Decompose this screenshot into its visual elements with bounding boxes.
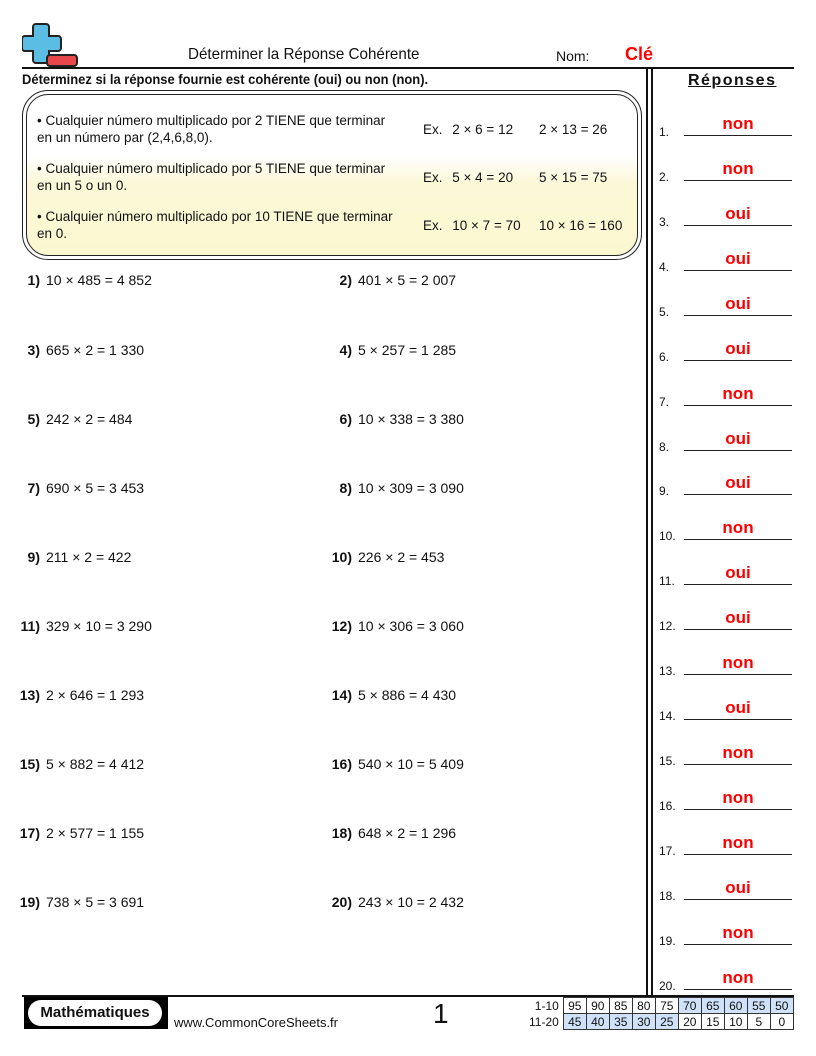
answer-value: oui — [725, 429, 751, 448]
problem-15 — [16, 756, 144, 772]
answer-number: 18. — [659, 889, 676, 903]
answer-value: non — [722, 518, 754, 537]
score-cell: 85 — [609, 998, 632, 1014]
header-divider — [22, 67, 794, 69]
answer-line — [684, 450, 792, 452]
answer-11 — [659, 564, 794, 588]
problem-17 — [16, 825, 144, 841]
example-2: 10 × 16 = 160 — [539, 218, 623, 233]
problem-number: 9) — [27, 549, 40, 565]
score-cell: 10 — [724, 1014, 747, 1030]
answer-7 — [659, 385, 794, 409]
problem-2 — [328, 272, 456, 288]
example-1: 2 × 6 = 12 — [452, 122, 514, 137]
rule-text: • Cualquier número multiplicado por 2 TIENE que terminar — [37, 113, 386, 128]
rule-text: • Cualquier número multiplicado por 10 TIENE que terminar — [37, 209, 393, 224]
problem-expression: 226 × 2 = 453 — [358, 549, 445, 565]
answer-number: 15. — [659, 754, 676, 768]
problem-number: 7) — [27, 480, 40, 496]
answer-number: 17. — [659, 844, 676, 858]
answer-12 — [659, 609, 794, 633]
score-cell: 5 — [747, 1014, 770, 1030]
problem-4 — [328, 342, 456, 358]
answer-value: non — [722, 833, 754, 852]
answer-16 — [659, 789, 794, 813]
answer-1 — [659, 115, 794, 139]
problem-expression: 2 × 577 = 1 155 — [46, 825, 145, 841]
answer-number: 3. — [659, 215, 670, 229]
page-title: Déterminer la Réponse Cohérente — [188, 46, 420, 63]
answer-line — [684, 944, 792, 946]
name-value: Clé — [625, 44, 654, 64]
answer-line — [684, 584, 792, 586]
answer-18 — [659, 879, 794, 903]
answer-line — [684, 315, 792, 317]
problem-3 — [16, 342, 144, 358]
problem-8 — [328, 480, 464, 496]
rule-text: en un número par (2,4,6,8,0). — [37, 130, 213, 145]
page-number: 1 — [433, 998, 449, 1029]
answer-number: 6. — [659, 350, 670, 364]
column-divider — [651, 68, 653, 995]
problem-number: 10) — [331, 549, 352, 565]
score-row-11-20 — [527, 1014, 793, 1030]
problem-expression: 648 × 2 = 1 296 — [358, 825, 457, 841]
answer-13 — [659, 654, 794, 678]
problem-expression: 211 × 2 = 422 — [46, 549, 132, 565]
instructions: Déterminez si la réponse fournie est cohérente (oui) ou non (non). — [22, 72, 429, 87]
answer-number: 20. — [659, 979, 676, 993]
score-table — [527, 997, 794, 1030]
problem-5 — [16, 411, 132, 427]
problem-expression: 5 × 882 = 4 412 — [46, 756, 145, 772]
answer-number: 16. — [659, 799, 676, 813]
example-1: 10 × 7 = 70 — [452, 218, 521, 233]
answer-value: oui — [725, 608, 751, 627]
answer-line — [684, 764, 792, 766]
score-cell: 0 — [770, 1014, 793, 1030]
problem-expression: 243 × 10 = 2 432 — [358, 894, 464, 910]
rule-text: • Cualquier número multiplicado por 5 TIENE que terminar — [37, 161, 386, 176]
example-2: 5 × 15 = 75 — [539, 170, 608, 185]
rule-example — [423, 122, 513, 137]
problem-number: 1) — [27, 272, 40, 288]
answer-17 — [659, 834, 794, 858]
problem-expression: 10 × 338 = 3 380 — [358, 411, 464, 427]
answer-line — [684, 180, 792, 182]
name-label: Nom: — [556, 48, 590, 64]
rule-text: en un 5 o un 0. — [37, 178, 128, 193]
answer-line — [684, 494, 792, 496]
answer-number: 5. — [659, 305, 670, 319]
answer-3 — [659, 205, 794, 229]
problem-20 — [328, 894, 464, 910]
score-cell: 40 — [586, 1014, 609, 1030]
answer-value: oui — [725, 249, 751, 268]
score-cell: 50 — [770, 998, 793, 1014]
answer-8 — [659, 430, 794, 454]
problem-number: 3) — [27, 342, 40, 358]
problem-12 — [328, 618, 464, 634]
answer-number: 14. — [659, 709, 676, 723]
ex-label: Ex. — [423, 170, 443, 185]
answer-line — [684, 225, 792, 227]
answer-value: non — [722, 923, 754, 942]
score-cell: 35 — [609, 1014, 632, 1030]
problem-expression: 2 × 646 = 1 293 — [46, 687, 145, 703]
score-cell: 25 — [655, 1014, 678, 1030]
rule-example — [423, 170, 513, 185]
ex-label: Ex. — [423, 218, 443, 233]
answers-heading: Réponses — [688, 72, 777, 89]
answer-value: non — [722, 114, 754, 133]
answer-line — [684, 854, 792, 856]
score-cell: 65 — [701, 998, 724, 1014]
score-cell: 60 — [724, 998, 747, 1014]
problem-expression: 401 × 5 = 2 007 — [358, 272, 457, 288]
answer-value: non — [722, 968, 754, 987]
answer-19 — [659, 924, 794, 948]
answer-line — [684, 719, 792, 721]
score-cell: 80 — [632, 998, 655, 1014]
answer-line — [684, 989, 792, 991]
answer-value: non — [722, 788, 754, 807]
problem-expression: 10 × 309 = 3 090 — [358, 480, 464, 496]
answer-15 — [659, 744, 794, 768]
answer-value: non — [722, 653, 754, 672]
problem-expression: 242 × 2 = 484 — [46, 411, 133, 427]
score-cell: 45 — [563, 1014, 586, 1030]
problem-19 — [16, 894, 144, 910]
answer-value: oui — [725, 339, 751, 358]
problem-number: 6) — [339, 411, 352, 427]
problem-1 — [16, 272, 152, 288]
answer-number: 12. — [659, 619, 676, 633]
score-row-label: 11-20 — [529, 1014, 559, 1029]
problem-number: 18) — [331, 825, 352, 841]
problem-number: 20) — [331, 894, 352, 910]
score-cell: 70 — [678, 998, 701, 1014]
answer-value: oui — [725, 563, 751, 582]
problem-11 — [16, 618, 152, 634]
score-cell: 90 — [586, 998, 609, 1014]
ex-label: Ex. — [423, 122, 443, 137]
answer-9 — [659, 474, 794, 498]
answer-5 — [659, 295, 794, 319]
problem-expression: 540 × 10 = 5 409 — [358, 756, 464, 772]
problem-expression: 665 × 2 = 1 330 — [46, 342, 145, 358]
problem-7 — [16, 480, 144, 496]
problem-expression: 10 × 485 = 4 852 — [46, 272, 152, 288]
problem-number: 13) — [19, 687, 40, 703]
problem-number: 12) — [331, 618, 352, 634]
rule-item — [37, 160, 427, 194]
answer-number: 7. — [659, 395, 670, 409]
problem-expression: 690 × 5 = 3 453 — [46, 480, 145, 496]
problem-number: 19) — [19, 894, 40, 910]
answer-14 — [659, 699, 794, 723]
problem-6 — [328, 411, 464, 427]
answer-number: 13. — [659, 664, 676, 678]
answer-number: 8. — [659, 440, 670, 454]
problem-expression: 329 × 10 = 3 290 — [46, 618, 152, 634]
answer-line — [684, 899, 792, 901]
problem-16 — [328, 756, 464, 772]
problem-10 — [328, 549, 444, 565]
logo-plus-minus-icon — [22, 22, 80, 68]
score-row-label: 1-10 — [534, 998, 559, 1013]
brand-badge — [24, 997, 168, 1029]
problem-number: 14) — [331, 687, 352, 703]
answer-2 — [659, 160, 794, 184]
problem-number: 8) — [339, 480, 352, 496]
rule-item — [37, 112, 427, 146]
problem-number: 5) — [27, 411, 40, 427]
answer-number: 4. — [659, 260, 670, 274]
answer-line — [684, 809, 792, 811]
answer-4 — [659, 250, 794, 274]
problem-13 — [16, 687, 144, 703]
problem-expression: 5 × 886 = 4 430 — [358, 687, 457, 703]
answer-line — [684, 539, 792, 541]
answer-line — [684, 629, 792, 631]
answer-line — [684, 270, 792, 272]
answer-value: non — [722, 384, 754, 403]
answer-20 — [659, 969, 794, 993]
score-cell: 15 — [701, 1014, 724, 1030]
answer-number: 2. — [659, 170, 670, 184]
problem-expression: 738 × 5 = 3 691 — [46, 894, 145, 910]
problem-number: 17) — [19, 825, 40, 841]
answer-value: non — [722, 159, 754, 178]
problem-number: 2) — [339, 272, 352, 288]
answer-line — [684, 674, 792, 676]
rules-box — [22, 90, 642, 260]
answer-value: oui — [725, 473, 751, 492]
answer-value: oui — [725, 294, 751, 313]
answer-number: 9. — [659, 484, 670, 498]
answer-line — [684, 405, 792, 407]
problem-number: 11) — [20, 618, 40, 634]
score-cell: 30 — [632, 1014, 655, 1030]
answer-number: 19. — [659, 934, 676, 948]
problem-18 — [328, 825, 456, 841]
problem-number: 16) — [331, 756, 352, 772]
problem-expression: 5 × 257 = 1 285 — [358, 342, 457, 358]
answer-value: oui — [725, 878, 751, 897]
answer-10 — [659, 519, 794, 543]
problem-9 — [16, 549, 131, 565]
answer-number: 10. — [659, 529, 676, 543]
rule-item — [37, 208, 427, 242]
problem-number: 15) — [19, 756, 40, 772]
problem-number: 4) — [339, 342, 352, 358]
answer-line — [684, 360, 792, 362]
site-url: www.CommonCoreSheets.fr — [174, 1015, 338, 1030]
answer-number: 11. — [659, 574, 675, 588]
problem-14 — [328, 687, 456, 703]
column-divider — [646, 68, 648, 995]
answer-line — [684, 135, 792, 137]
answer-value: non — [722, 743, 754, 762]
rule-text: en 0. — [37, 226, 68, 241]
score-row-1-10 — [527, 998, 793, 1014]
brand-label: Mathématiques — [28, 1000, 162, 1026]
answer-number: 1. — [659, 125, 670, 139]
score-cell: 20 — [678, 1014, 701, 1030]
score-cell: 55 — [747, 998, 770, 1014]
example-1: 5 × 4 = 20 — [452, 170, 514, 185]
answer-6 — [659, 340, 794, 364]
problem-expression: 10 × 306 = 3 060 — [358, 618, 464, 634]
rule-example — [423, 218, 521, 233]
example-2: 2 × 13 = 26 — [539, 122, 608, 137]
answer-value: oui — [725, 204, 751, 223]
answer-value: oui — [725, 698, 751, 717]
score-cell: 95 — [563, 998, 586, 1014]
score-cell: 75 — [655, 998, 678, 1014]
